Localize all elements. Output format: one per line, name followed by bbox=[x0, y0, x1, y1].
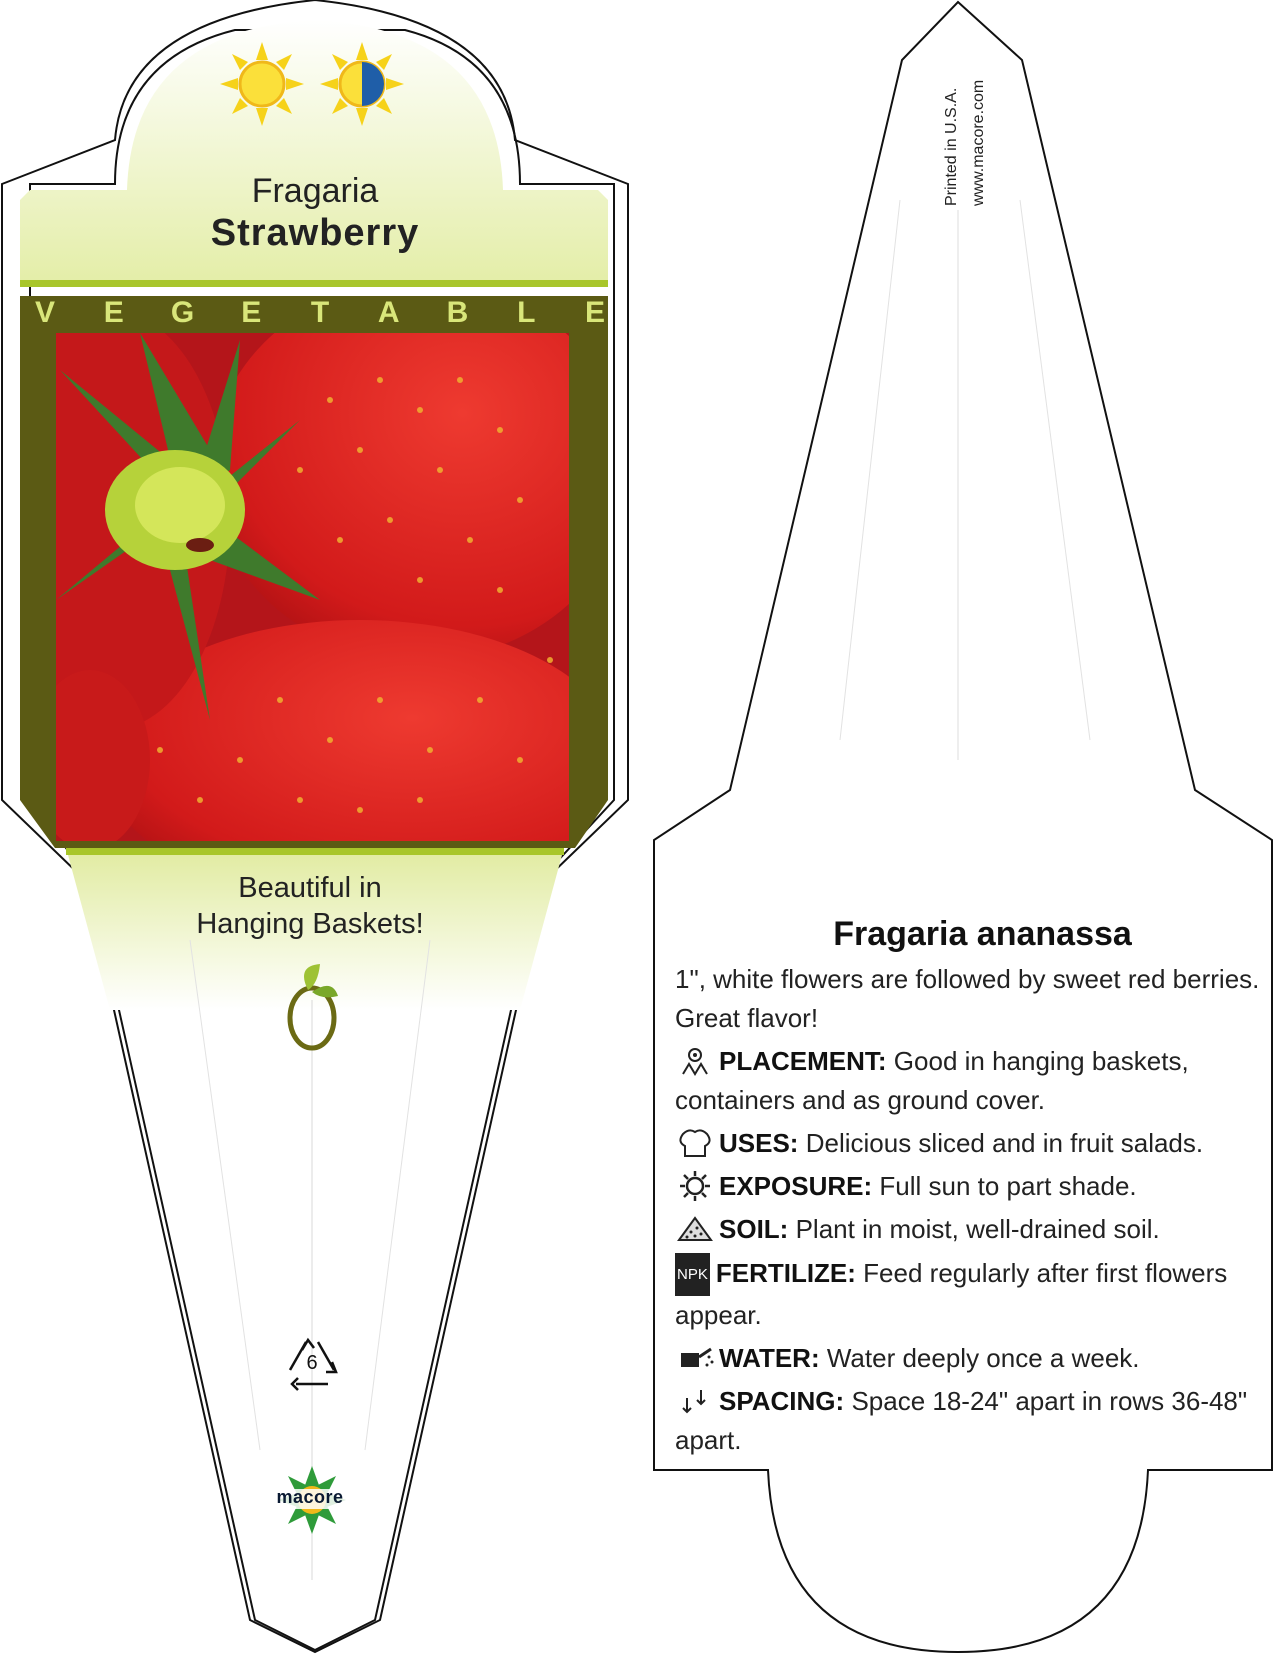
strawberry-photo bbox=[0, 280, 630, 900]
chef-hat-icon bbox=[675, 1128, 715, 1158]
category-label bbox=[30, 296, 610, 330]
category-letter: A bbox=[377, 296, 400, 329]
tagline bbox=[110, 870, 510, 942]
placement-text: Good in hanging baskets, containers and as ground cover. bbox=[675, 1046, 1189, 1115]
tagline-line2: Hanging Baskets! bbox=[196, 908, 424, 940]
exposure-row bbox=[675, 1167, 1260, 1206]
full-sun-icon bbox=[220, 42, 304, 126]
category-letter: E bbox=[103, 296, 124, 329]
category-letter: L bbox=[517, 296, 536, 329]
category-letter: T bbox=[310, 296, 330, 329]
species-title: Fragaria ananassa bbox=[833, 915, 1132, 953]
brand-name: macore bbox=[276, 1487, 344, 1507]
sun-exposure-icon bbox=[675, 1171, 715, 1201]
care-info bbox=[675, 915, 1260, 1464]
category-letter: E bbox=[241, 296, 262, 329]
category-letter: B bbox=[446, 296, 469, 329]
water-label: WATER: bbox=[719, 1343, 820, 1373]
exposure-text: Full sun to part shade. bbox=[879, 1171, 1137, 1201]
npk-icon: NPK bbox=[675, 1253, 710, 1296]
placement-icon bbox=[675, 1046, 715, 1076]
front-latin-name: Fragaria bbox=[251, 172, 379, 210]
fertilize-row bbox=[675, 1253, 1260, 1335]
fertilize-text: Feed regularly after first flowers appear. bbox=[675, 1258, 1228, 1330]
part-shade-sun-icon bbox=[320, 42, 404, 126]
soil-label: SOIL: bbox=[719, 1214, 789, 1244]
recycle-code: 6 bbox=[306, 1352, 318, 1374]
spacing-label: SPACING: bbox=[719, 1386, 845, 1416]
uses-label: USES: bbox=[719, 1128, 799, 1158]
soil-icon bbox=[675, 1214, 715, 1244]
spacing-row bbox=[675, 1382, 1260, 1460]
uses-row bbox=[675, 1124, 1260, 1163]
tagline-line1: Beautiful in bbox=[238, 872, 382, 904]
category-letter: E bbox=[584, 296, 605, 329]
spacing-icon bbox=[675, 1386, 715, 1416]
spacing-text: Space 18-24" apart in rows 36-48" apart. bbox=[675, 1386, 1248, 1455]
uses-text: Delicious sliced and in fruit salads. bbox=[805, 1128, 1204, 1158]
front-common-name: Strawberry bbox=[210, 212, 420, 254]
soil-text: Plant in moist, well-drained soil. bbox=[795, 1214, 1160, 1244]
water-row bbox=[675, 1339, 1260, 1378]
printed-in-usa: Printed in U.S.A. bbox=[943, 87, 960, 206]
placement-label: PLACEMENT: bbox=[719, 1046, 887, 1076]
water-text: Water deeply once a week. bbox=[826, 1343, 1140, 1373]
soil-row bbox=[675, 1210, 1260, 1249]
watering-can-icon bbox=[675, 1343, 715, 1373]
category-letter: G bbox=[170, 296, 195, 329]
exposure-label: EXPOSURE: bbox=[719, 1171, 873, 1201]
website: www.macore.com bbox=[970, 79, 987, 206]
description: 1", white flowers are followed by sweet red berries. Great flavor! bbox=[675, 964, 1260, 1033]
fertilize-label: FERTILIZE: bbox=[715, 1258, 856, 1288]
placement-row bbox=[675, 1042, 1260, 1120]
category-letter: V bbox=[34, 296, 55, 329]
